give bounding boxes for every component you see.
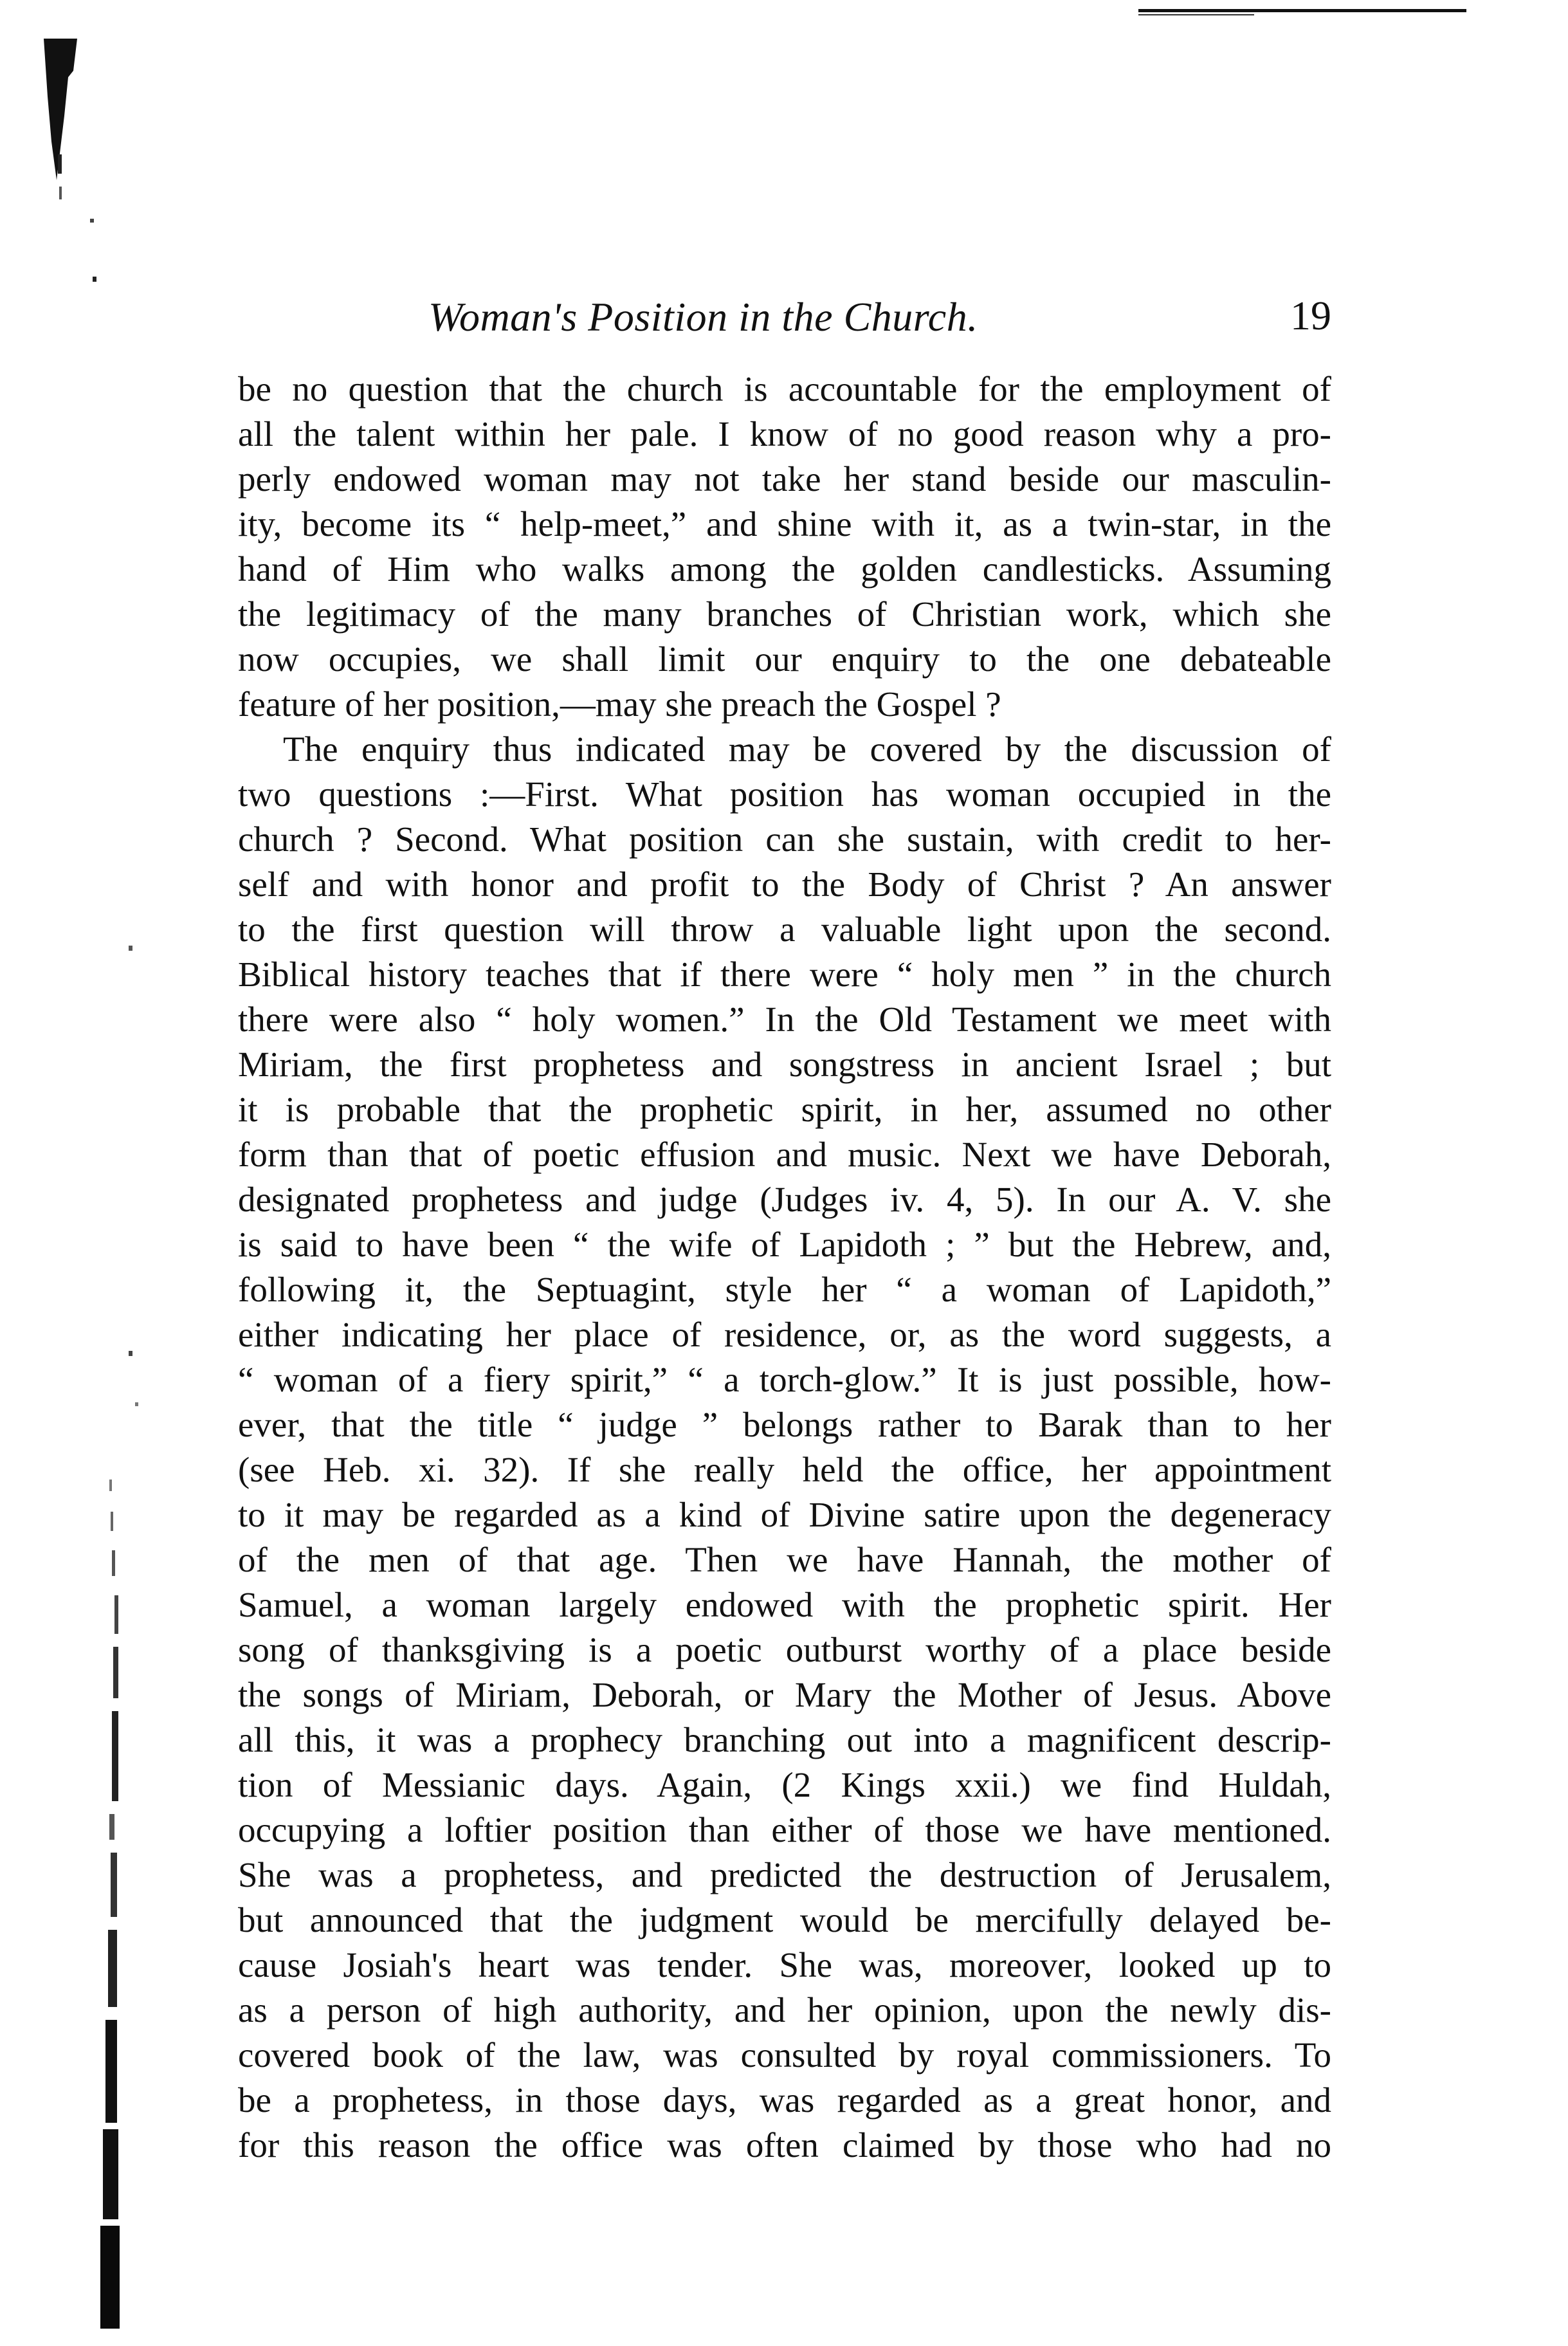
running-head: Woman's Position in the Church. bbox=[428, 294, 978, 340]
text-line: either indicating her place of residence, or, as the word suggests, a bbox=[238, 1315, 1331, 1354]
text-line: all the talent within her pale. I know of no good reason why a pro- bbox=[238, 414, 1331, 454]
page-header bbox=[238, 283, 1331, 347]
text-line: there were also “ holy women.” In the Old Testament we meet with bbox=[238, 1000, 1331, 1039]
text-line: The enquiry thus indicated may be covered by the discussion of bbox=[283, 729, 1331, 769]
text-line: now occupies, we shall limit our enquiry to the one debateable bbox=[238, 639, 1331, 679]
text-line: is said to have been “ the wife of Lapidoth ; ” but the Hebrew, and, bbox=[238, 1225, 1331, 1264]
text-line: tion of Messianic days. Again, (2 Kings xxii.) we find Huldah, bbox=[238, 1765, 1331, 1804]
text-line: feature of her position,—may she preach the Gospel ? bbox=[238, 684, 1001, 724]
text-line: it is probable that the prophetic spirit, in her, assumed no other bbox=[238, 1090, 1331, 1129]
text-line: of the men of that age. Then we have Hannah, the mother of bbox=[238, 1540, 1331, 1579]
body-text bbox=[238, 367, 1331, 2168]
text-line: as a person of high authority, and her opinion, upon the newly dis- bbox=[238, 1990, 1331, 2030]
text-line: She was a prophetess, and predicted the destruction of Jerusalem, bbox=[238, 1855, 1331, 1894]
text-line: form than that of poetic effusion and music. Next we have Deborah, bbox=[238, 1135, 1331, 1174]
top-rule-thin bbox=[1138, 14, 1254, 15]
binding-gutter-marks bbox=[39, 0, 141, 2346]
text-line: the legitimacy of the many branches of Christian work, which she bbox=[238, 594, 1331, 634]
text-line: ity, become its “ help-meet,” and shine with it, as a twin-star, in the bbox=[238, 504, 1331, 544]
text-line: be no question that the church is accountable for the employment of bbox=[238, 369, 1331, 408]
text-line: to the first question will throw a valuable light upon the second. bbox=[238, 910, 1331, 949]
text-line: perly endowed woman may not take her stand beside our masculin- bbox=[238, 459, 1331, 499]
text-line: (see Heb. xi. 32). If she really held the office, her appointment bbox=[238, 1450, 1331, 1489]
text-line: “ woman of a fiery spirit,” “ a torch-glow.” It is just possible, how- bbox=[238, 1360, 1331, 1399]
text-line: for this reason the office was often claimed by those who had no bbox=[238, 2125, 1331, 2165]
text-line: hand of Him who walks among the golden candlesticks. Assuming bbox=[238, 549, 1331, 589]
text-line: self and with honor and profit to the Body of Christ ? An answer bbox=[238, 865, 1331, 904]
text-line: Miriam, the first prophetess and songstress in ancient Israel ; but bbox=[238, 1045, 1331, 1084]
text-line: Biblical history teaches that if there were “ holy men ” in the church bbox=[238, 955, 1331, 994]
text-line: occupying a loftier position than either of those we have mentioned. bbox=[238, 1810, 1331, 1849]
text-line: be a prophetess, in those days, was regarded as a great honor, and bbox=[238, 2080, 1331, 2120]
page-number: 19 bbox=[1290, 293, 1331, 338]
text-line: Samuel, a woman largely endowed with the prophetic spirit. Her bbox=[238, 1585, 1331, 1624]
text-line: covered book of the law, was consulted by royal commissioners. To bbox=[238, 2035, 1331, 2075]
text-line: song of thanksgiving is a poetic outburst worthy of a place beside bbox=[238, 1630, 1331, 1669]
text-line: following it, the Septuagint, style her “ a woman of Lapidoth,” bbox=[238, 1270, 1331, 1309]
text-line: cause Josiah's heart was tender. She was, moreover, looked up to bbox=[238, 1945, 1331, 1984]
text-line: but announced that the judgment would be mercifully delayed be- bbox=[238, 1900, 1331, 1939]
text-line: church ? Second. What position can she sustain, with credit to her- bbox=[238, 820, 1331, 859]
text-line: to it may be regarded as a kind of Divine satire upon the degeneracy bbox=[238, 1495, 1331, 1534]
text-line: ever, that the title “ judge ” belongs rather to Barak than to her bbox=[238, 1405, 1331, 1444]
top-rule bbox=[1138, 9, 1466, 12]
text-line: two questions :—First. What position has woman occupied in the bbox=[238, 774, 1331, 814]
text-line: the songs of Miriam, Deborah, or Mary the Mother of Jesus. Above bbox=[238, 1675, 1331, 1714]
text-line: all this, it was a prophecy branching out into a magnificent descrip- bbox=[238, 1720, 1331, 1759]
text-line: designated prophetess and judge (Judges iv. 4, 5). In our A. V. she bbox=[238, 1180, 1331, 1219]
